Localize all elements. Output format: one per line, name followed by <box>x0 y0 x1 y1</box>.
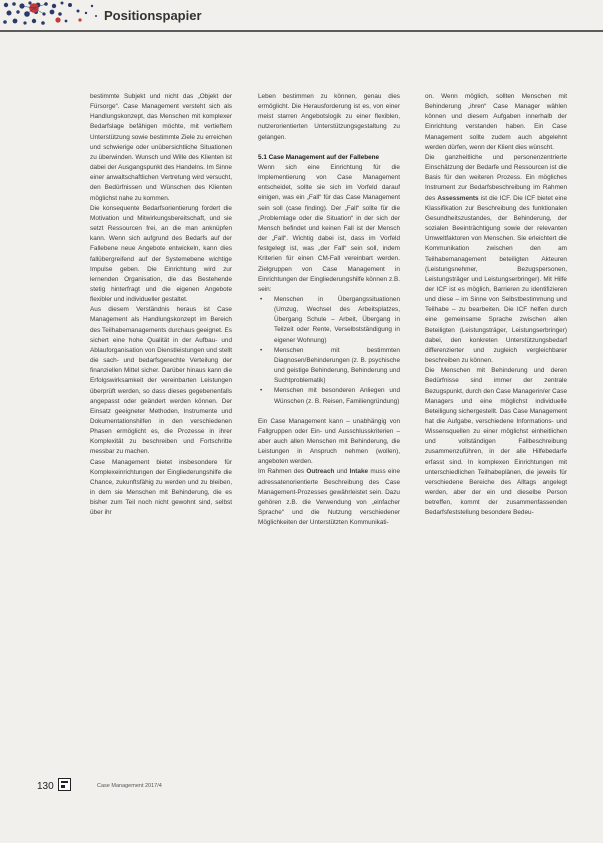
journal-logo-icon <box>58 778 71 791</box>
paragraph: on. Wenn möglich, sollten Menschen mit Behinderung „ihren“ Case Manager wählen können und diesem Aufgaben innerhalb der Einrichtung verstanden haben. Ein Case Management sollte zudem auch abgelehnt werden dürfen, wenn der Klient dies wünscht. <box>425 93 567 151</box>
list-item: • Menschen mit bestimmten Diagnosen/Behinderungen (z. B. psychische und geistige Behinderung, Behinderung und Suchtproblematik) <box>258 346 400 387</box>
list-item: • Menschen mit besonderen Anliegen und Wünschen (z. B. Reisen, Familiengründung) <box>258 386 400 406</box>
journal-citation: Case Management 2017/4 <box>97 783 162 789</box>
bold-term: Outreach <box>306 468 335 476</box>
paragraph: Wenn sich eine Einrichtung für die Implementierung von Case Management entscheidet, sollte sie sich im Vorfeld darauf einigen, was ein „Fall“ für das Case Management sein soll (case finding). Der „Fall“ sollte für die „Problemlage oder die Situation“ in der sich der Mensch befindet und keinen Fall ist der Mensch der „Fall“. Wichtig dabei ist, dass im Vorfeld festgelegt ist, was „der Fall“ sein soll, indem Kriterien für einen CM-Fall vereinbart werden. Zielgruppen von Case Management in Einrichtungen der Eingliederungshilfe können z.B. sein: <box>258 163 400 293</box>
paragraph: bestimmte Subjekt und nicht das „Objekt der Fürsorge“. Case Management versteht sich als Handlungskonzept, das Menschen mit komplexer Bedarfslage befähigen möchte, mit vertieftem Unterstützung sowie bestimmte Ziele zu erreichen und schwierige oder unübersichtliche Situationen zu überwinden. Wunsch und Wille des Klienten ist dabei der Ausgangspunkt des Handelns. Im Sinne einer anwaltschaftlichen Vertretung wird versucht, den Bedürfnissen und Wünschen des Klienten möglichst nahe zu kommen. <box>90 93 232 202</box>
paragraph: Die konsequente Bedarfsorientierung fordert die Motivation und Mitwirkungsbereitschaft, und sie setzt Ressourcen frei, an die man anknüpfen kann. Wenn sich aufgrund des Bedarfs auf der Fallebene neue Angebote entwickeln, kann dies fallübergreifend auf der Systemebene wichtige Impulse geben. Die Einrichtung wird zur lernenden Organisation, die das Bestehende stetig hinterfragt und die eigenen Angebote flexibler und individueller gestaltet. <box>90 204 232 304</box>
paragraph <box>258 467 400 528</box>
dot-pattern-logo <box>0 0 110 30</box>
page-header-title: Positionspapier <box>104 8 202 23</box>
text-run: Die ganzheitliche und personenzentrierte Einschätzung der Bedarfe und Ressourcen ist die Basis für den weiteren Prozess. Ein mögliches Instrument zur Bedarfsbeschreibung im Rahmen des <box>425 153 567 202</box>
paragraph: Leben bestimmen zu können, genau dies ermöglicht. Die Herausforderung ist es, von einer meist starren Angebotslogik zu einer flexiblen, nutzerorientierten Unterstützungsgestaltung zu gelangen. <box>258 93 400 141</box>
text-column-1 <box>90 92 232 519</box>
text-run: und <box>334 468 350 476</box>
text-run: ist die ICF. Die ICF bietet eine Klassifikation zur Beschreibung des funktionalen Gesundheitszustandes, der Behinderung, der sozialen Beeinträchtigung sowie der relevanten Umweltfaktoren von Menschen. Sie erleichtert die Kommunikation zwischen den am Teilhabemanagement beteiligten Akteuren (Leistungsnehmer, Bezugspersonen, Leistungsträger und Leistungserbringer). Mit Hilfe der ICF ist es möglich, Barrieren zu identifizieren und diese – im Sinne von Selbstbestimmung und Teilhabe – zu bearbeiten. Die ICF helfen durch eine gemeinsame Sprache zwischen allen Beteiligten (Leistungsträger, Leistungserbringer) dabei, den konkreten Unterstützungsbedarf differenzierter und zugleich vergleichbarer beschreiben zu können. <box>425 194 567 365</box>
section-heading: 5.1 Case Management auf der Fallebene <box>258 153 380 161</box>
header-divider <box>0 30 603 32</box>
paragraph <box>425 153 567 366</box>
list-item: • Menschen in Übergangssituationen (Umzug, Wechsel des Arbeitsplatzes, Übergang Schule – Arbeit, Übergang in Teilzeit oder Rente, Verselbstständigung in eigener Wohnung) <box>258 295 400 346</box>
bold-term: Intake <box>349 468 369 476</box>
page-footer <box>0 772 603 802</box>
paragraph: Die Menschen mit Behinderung und deren Bedürfnisse sind immer der zentrale Bezugspunkt, durch den Case Managerin/er Case Managers und eine möglichst individuelle Beteiligung sichergestellt. Das Case Management hat die Aufgabe, verschiedene Informations- und Wissensquellen zu einer möglichst einheitlichen und vollständigen Fallbeschreibung zusammenzuführen, in der alle Hilfebedarfe erfasst sind. In komplexen Einrichtungen mit unterschiedlichen Teilhabeplänen, die jeweils für verschiedene Bereiche des Alltags angelegt werden, aber der ein und dieselbe Person betreffen, kommt der zusammenfassenden Bedarfsfeststellung besondere Bedeu- <box>425 367 567 517</box>
page-header <box>0 0 603 32</box>
text-run: Im Rahmen des <box>258 468 307 476</box>
paragraph: Ein Case Management kann – unabhängig von Fallgruppen oder Ein- und Ausschlusskriterien – aber auch allen Menschen mit Behinderung, die Leistungen in Anspruch nehmen (wollen), angeboten werden. <box>258 417 400 466</box>
bullet-list <box>258 295 400 407</box>
paragraph: Aus diesem Verständnis heraus ist Case Management als Handlungskonzept im Bereich des Teilhabemanagements durchaus geeignet. Es sichert eine hohe Qualität in der Aufbau- und Ablauforganisation von Dienstleistungen und stellt die sach- und bedarfsgerechte Verteilung der finanziellen Mittel sicher. Darüber hinaus kann die Erfolgswirksamkeit der vereinbarten Leistungen überprüft werden, so dass dieses gegebenenfalls angepasst oder geändert werden können. Der Einsatz geeigneter Methoden, Instrumente und Dokumentationshilfen in den verschiedenen Phasen ermöglicht es, die Prozesse in ihrer Komplexität zu beschreiben und Fortschritte messbar zu machen. <box>90 306 232 456</box>
text-column-3 <box>425 92 567 519</box>
bold-term: Assessments <box>437 194 479 202</box>
text-run: muss eine adressatenorientierte Beschreibung des Case Management-Prozesses gewährleistet sein. Dazu gehören z.B. die Verwendung von „einfacher Sprache“ und die Nutzung verschiedener Möglichkeiten der Unterstützten Kommunikati- <box>258 468 400 527</box>
text-column-2 <box>258 92 400 528</box>
page-number: 130 <box>37 781 54 792</box>
paragraph: Case Management bietet insbesondere für Komplexeinrichtungen der Eingliederungshilfe die Chance, zukunftsfähig zu werden und zu bleiben, in dem sie Menschen mit Behinderung, die es bisher zum Teil noch nicht gewohnt sind, selbst über ihr <box>90 458 232 517</box>
